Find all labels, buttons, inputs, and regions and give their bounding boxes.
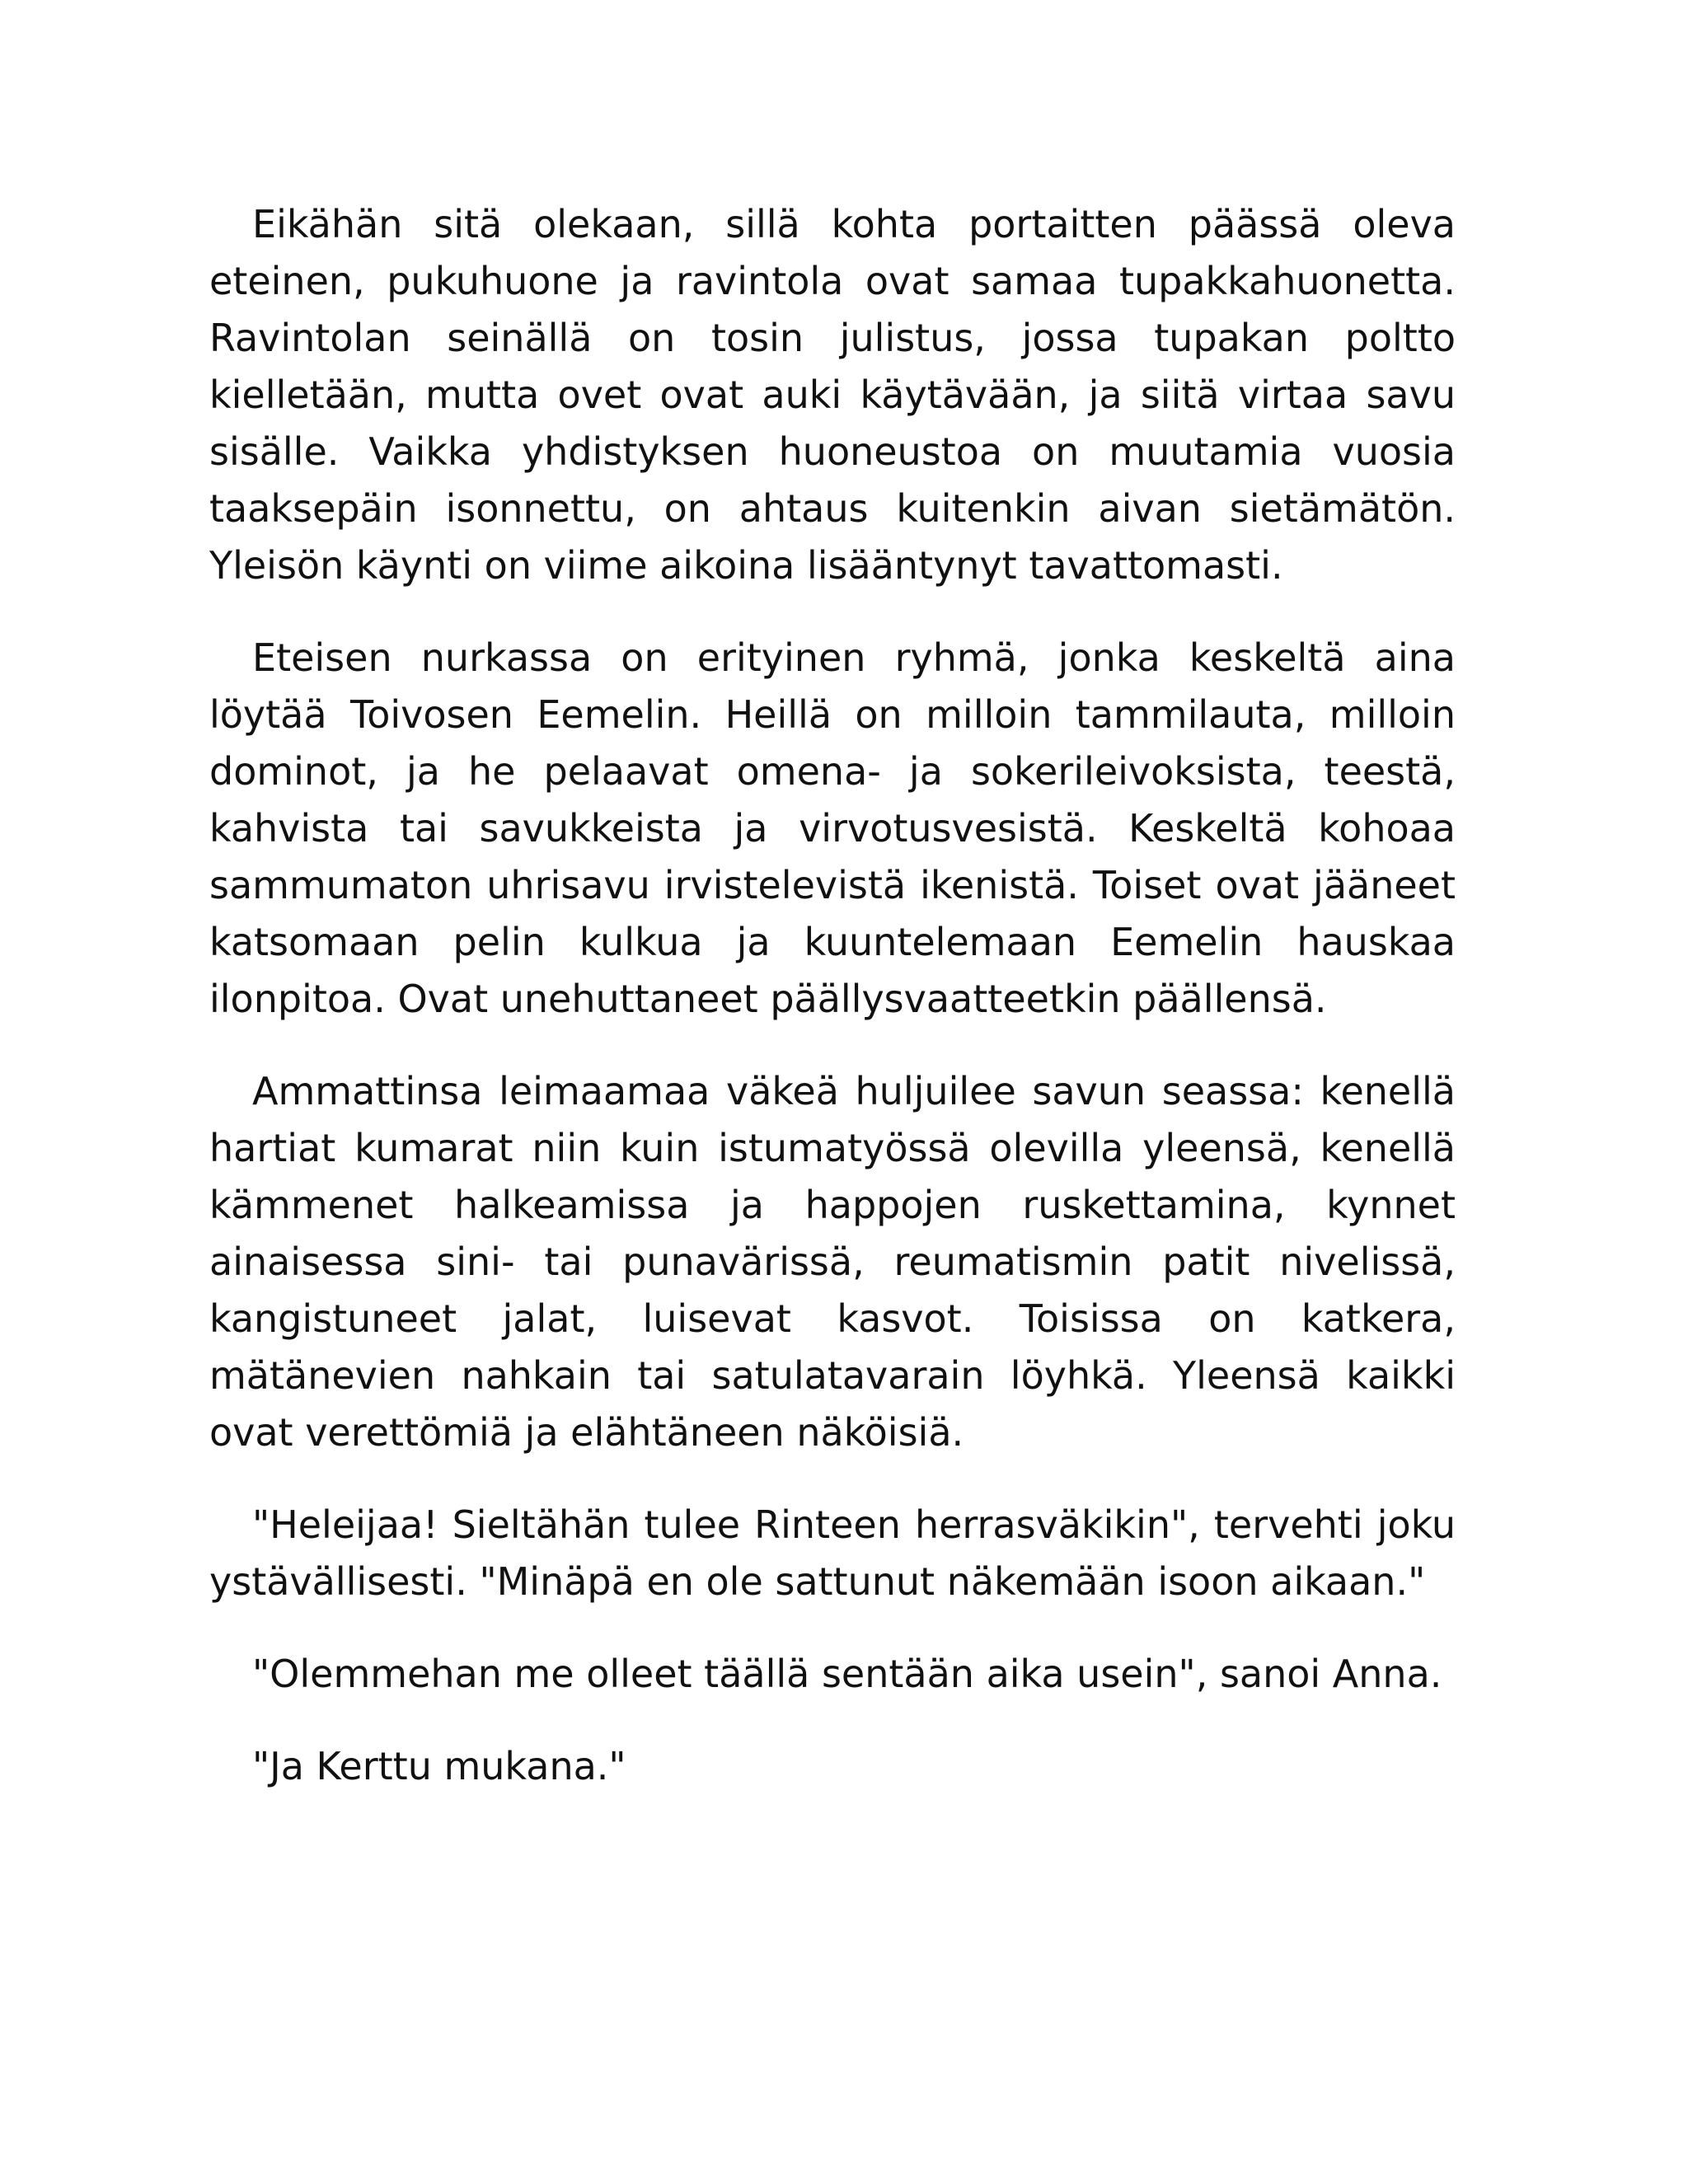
paragraph-6: "Ja Kerttu mukana." — [252, 1744, 626, 1788]
paragraph-3: Ammattinsa leimaamaa väkeä huljuilee savun seassa: kenellä hartiat kumarat niin kuin istumatyössä olevilla yleensä, kenellä kämmenet halkeamissa ja happojen ruskettamina, kynnet ainaisessa sini- tai punavärissä, reumatismin patit nivelissä, kangistuneet jalat, luisevat kasvot. Toisissa on katkera, mätänevien nahkain tai satulatavarain löyhkä. Yleensä kaikki ovat verettömiä ja elähtäneen näköisiä. — [209, 1069, 1456, 1455]
document-body — [209, 196, 1456, 1830]
paragraph-1: Eikähän sitä olekaan, sillä kohta portaitten päässä oleva eteinen, pukuhuone ja ravintola ovat samaa tupakkahuonetta. Ravintolan seinällä on tosin julistus, jossa tupakan poltto kielletään, mutta ovet ovat auki käytävään, ja siitä virtaa savu sisälle. Vaikka yhdistyksen huoneustoa on muutamia vuosia taaksepäin isonnettu, on ahtaus kuitenkin aivan sietämätön. Yleisön käynti on viime aikoina lisääntynyt tavattomasti. — [209, 202, 1456, 588]
paragraph-2: Eteisen nurkassa on erityinen ryhmä, jonka keskeltä aina löytää Toivosen Eemelin. Heillä on milloin tammilauta, milloin dominot, ja he pelaavat omena- ja sokerileivoksista, teestä, kahvista tai savukkeista ja virvotusvesistä. Keskeltä kohoaa sammumaton uhrisavu irvistelevistä ikenistä. Toiset ovat jääneet katsomaan pelin kulkua ja kuuntelemaan Eemelin hauskaa ilonpitoa. Ovat unehuttaneet päällysvaatteetkin päällensä. — [209, 635, 1456, 1021]
paragraph-4: "Heleijaa! Sieltähän tulee Rinteen herrasväkikin", tervehti joku ystävällisesti. "Minäpä en ole sattunut näkemään isoon aikaan." — [209, 1502, 1456, 1604]
paragraph-5: "Olemmehan me olleet täällä sentään aika usein", sanoi Anna. — [252, 1652, 1442, 1696]
